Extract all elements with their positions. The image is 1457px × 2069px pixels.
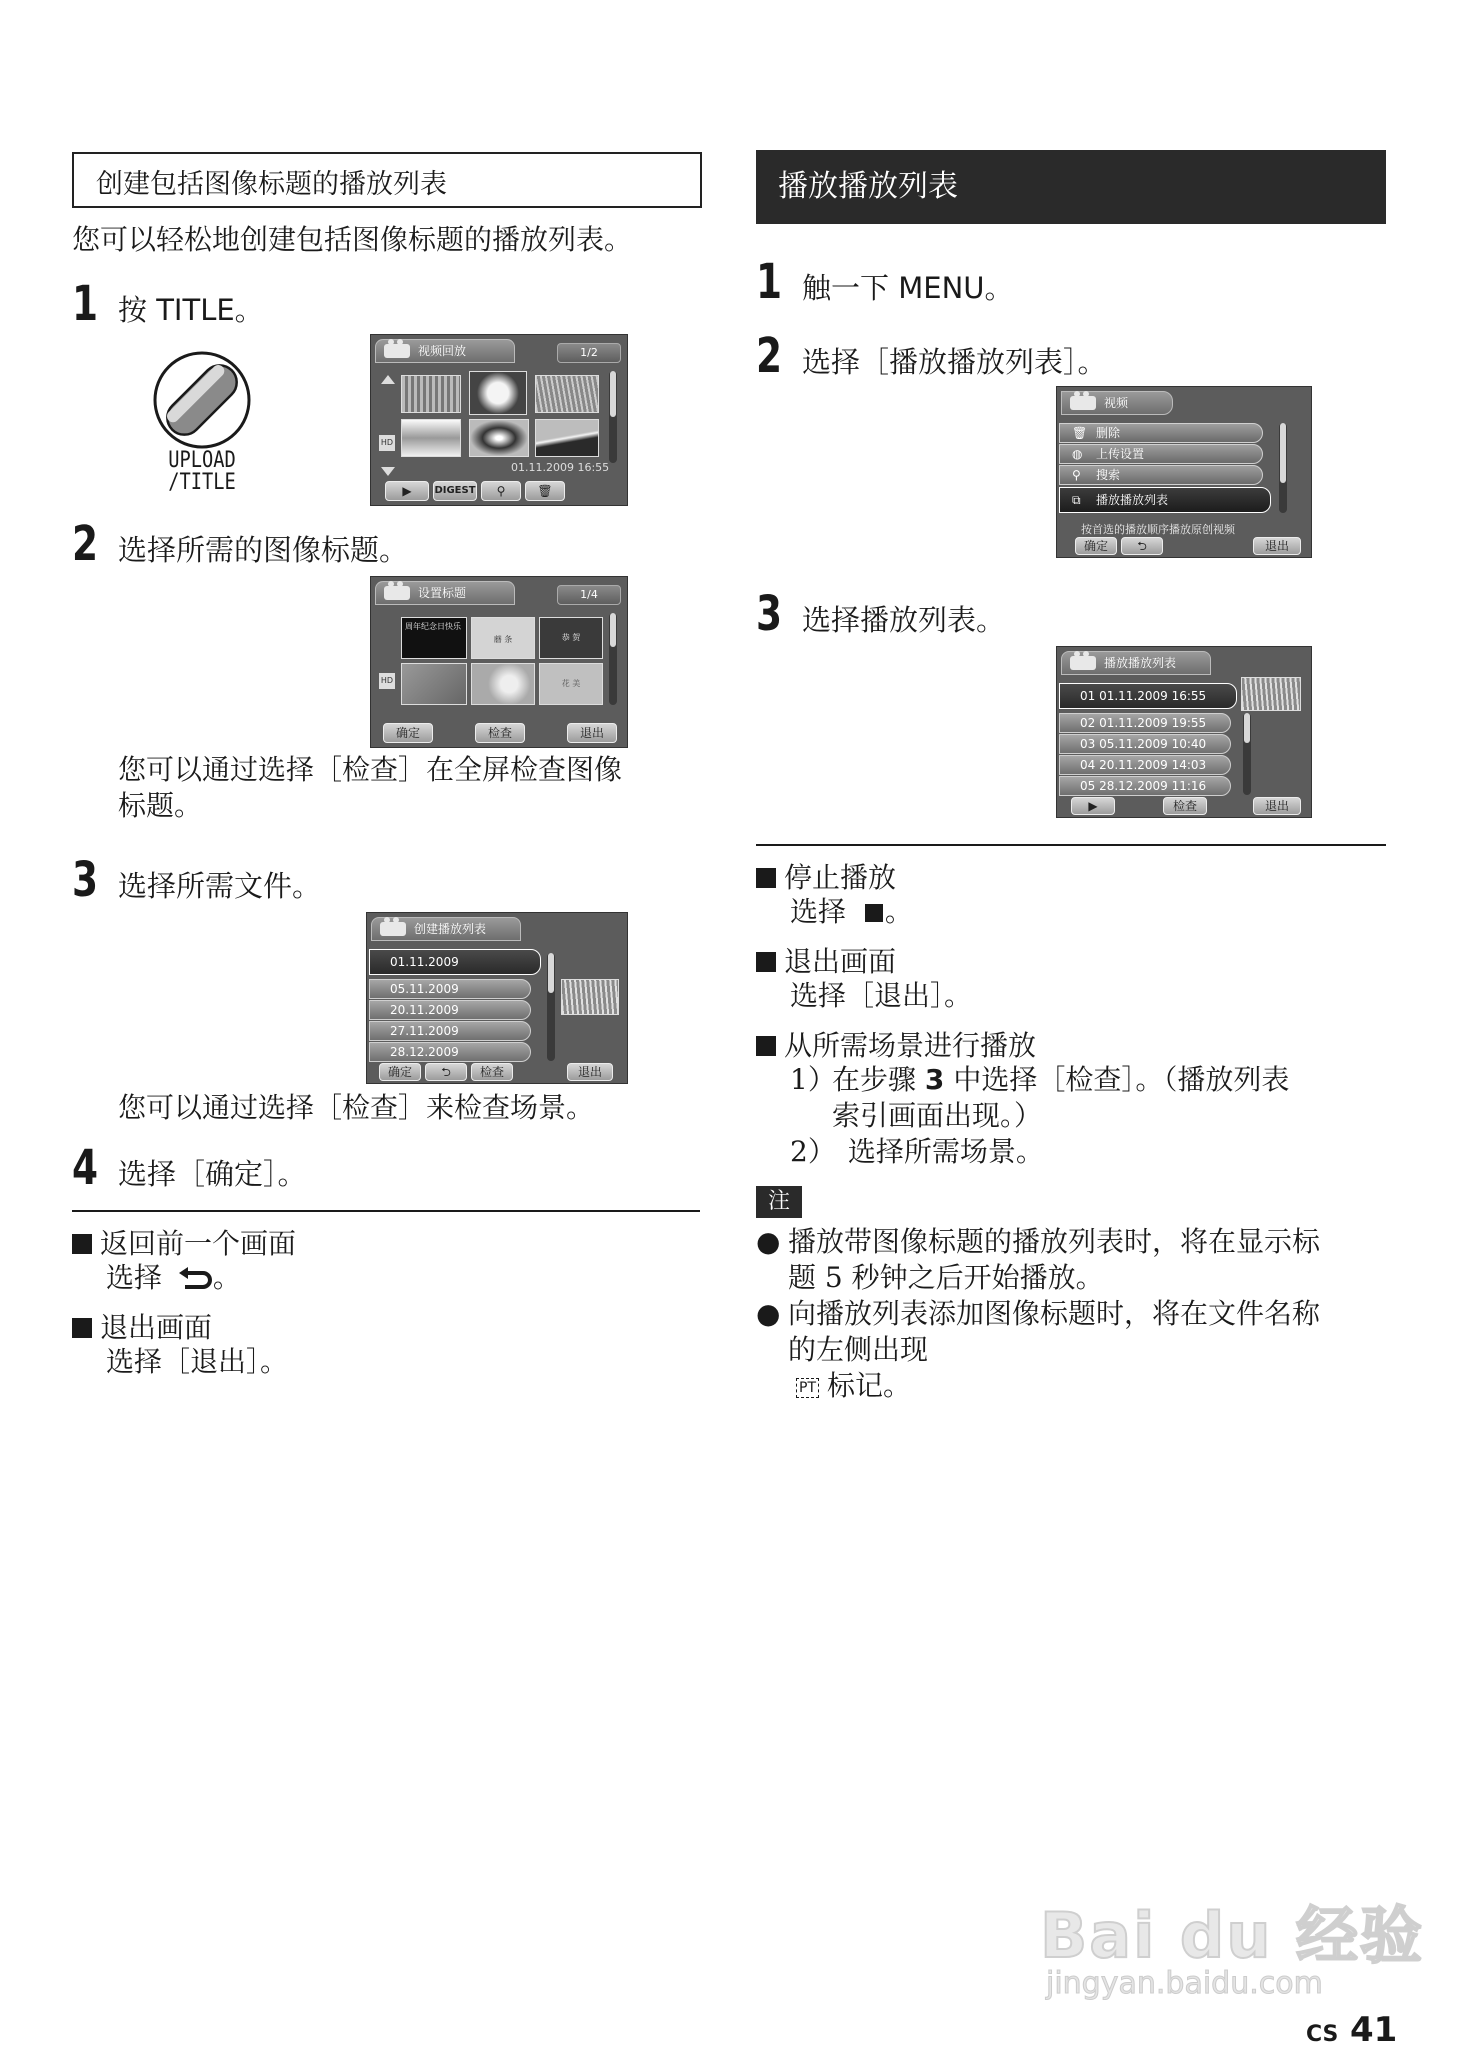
step-number: 2 [756,328,783,384]
ok-button[interactable]: 确定 [1075,537,1117,555]
upload-title-button-icon [150,348,254,452]
play-button[interactable]: ▶ [385,481,429,501]
step-text: 选择［确定］。 [118,1157,307,1191]
date-row[interactable]: 05.11.2009 [369,979,531,999]
step-text: 按 TITLE。 [118,293,264,327]
playlist-icon: ⧉ [1072,493,1081,507]
screen-tab: 设置标题 [375,581,515,605]
title-thumbnail[interactable]: 花 美 [539,663,603,705]
camera-screen-video-playback [370,334,628,506]
back-section-title: 返回前一个画面 [72,1230,296,1258]
menu-item-search[interactable]: ⚲ 搜索 [1059,465,1263,485]
date-row[interactable]: 28.12.2009 [369,1042,531,1062]
menu-item-upload-settings[interactable]: ◍ 上传设置 [1059,444,1263,464]
menu-item-play-playlist[interactable]: ⧉ 播放播放列表 [1059,487,1271,513]
check-button[interactable]: 检查 [475,723,525,743]
trash-icon: 🗑 [537,484,553,498]
left-intro: 您可以轻松地创建包括图像标题的播放列表。 [72,223,633,256]
camera-screen-create-playlist [366,912,628,1084]
check-button[interactable]: 检查 [1163,797,1207,815]
camera-icon [1070,396,1096,410]
left-section-title: 创建包括图像标题的播放列表 [72,152,702,208]
step-text: 触一下 MENU。 [802,271,1014,305]
back-arrow-icon [177,1265,213,1291]
sd-card-icon: HD [379,673,395,689]
title-thumbnail[interactable]: 周年纪念日快乐 [401,617,467,659]
back-button[interactable] [1121,537,1163,555]
camera-icon [380,922,406,936]
playlist-row[interactable]: 01 01.11.2009 16:55 [1059,683,1237,709]
step-number: 1 [72,276,99,332]
date-row[interactable]: 27.11.2009 [369,1021,531,1041]
page-indicator: 1/4 [557,585,621,605]
playlist-row[interactable]: 02 01.11.2009 19:55 [1059,713,1231,733]
right-exit-title: 退出画面 [756,948,896,976]
playlist-row[interactable]: 05 28.12.2009 11:16 [1059,776,1231,796]
language-code: CS [1306,2022,1339,2047]
title-thumbnail[interactable] [471,663,535,705]
video-thumbnail[interactable] [535,375,599,413]
watermark-url: jingyan.baidu.com [1046,1966,1323,2001]
exit-button[interactable]: 退出 [1253,797,1301,815]
scrollbar[interactable] [1243,713,1251,795]
delete-button[interactable] [525,481,565,501]
camera-icon [384,344,410,358]
page-footer [1306,2010,1397,2050]
step-text: 选择所需的图像标题。 [118,533,409,567]
globe-icon: ◍ [1072,447,1083,461]
step-text: 选择所需文件。 [118,869,322,903]
back-section-text: 选择 。 [106,1261,241,1294]
note-item-1: ● 播放带图像标题的播放列表时，将在显示标 题 5 秒钟之后开始播放。 [756,1225,1321,1294]
screen-tab: 创建播放列表 [371,917,521,941]
exit-button[interactable]: 退出 [567,723,617,743]
note-label: 注 [756,1186,802,1218]
camera-icon [1070,656,1096,670]
screen-tab: 视频 [1061,391,1173,415]
search-icon: ⚲ [1072,468,1081,482]
stop-icon [865,904,883,922]
scrollbar[interactable] [609,613,617,705]
check-button[interactable]: 检查 [471,1063,513,1081]
stop-text: 选择 。 [790,895,913,928]
divider [72,1210,700,1212]
step2-note: 您可以通过选择［检查］在全屏检查图像 标题。 [118,753,623,822]
step-text: 选择［播放播放列表］。 [802,345,1107,379]
left-exit-text: 选择［退出］。 [106,1345,289,1378]
date-row[interactable]: 20.11.2009 [369,1000,531,1020]
page-indicator: 1/2 [557,343,621,363]
scene-preview-thumbnail [561,979,619,1015]
page-number: 41 [1349,2010,1398,2050]
scene-play-title: 从所需场景进行播放 [756,1032,1036,1060]
camera-screen-set-title [370,576,628,748]
sd-card-icon: HD [379,435,395,451]
video-thumbnail[interactable] [469,419,529,457]
screen-tab: 视频回放 [375,339,515,363]
exit-button[interactable]: 退出 [567,1063,613,1081]
step-text: 选择播放列表。 [802,603,1006,637]
playlist-row[interactable]: 03 05.11.2009 10:40 [1059,734,1231,754]
menu-item-delete[interactable]: 🗑 删除 [1059,423,1263,443]
back-arrow-icon: ⮌ [1137,539,1147,553]
right-section-title: 播放播放列表 [756,150,1386,224]
pt-icon: PT [796,1378,819,1398]
menu-hint: 按首选的播放顺序播放原创视频 [1081,523,1235,536]
scene-step-2: 2） 选择所需场景。 [790,1135,1044,1168]
step-number: 2 [72,516,99,572]
upload-title-label: UPLOAD /TITLE [168,448,236,495]
search-icon: ⚲ [496,484,506,498]
video-thumbnail[interactable] [401,375,461,413]
camera-screen-menu [1056,386,1312,558]
search-button[interactable] [481,481,521,501]
screen-tab: 播放播放列表 [1061,651,1211,675]
video-thumbnail[interactable] [535,419,599,457]
back-arrow-icon: ⮌ [441,1065,451,1079]
divider [756,844,1386,846]
back-button[interactable] [425,1063,467,1081]
step-number: 1 [756,254,783,310]
note-item-2: ● 向播放列表添加图像标题时，将在文件名称 的左侧出现 PT 标记。 [756,1297,1321,1402]
scrollbar[interactable] [609,371,617,463]
step-number: 3 [756,586,783,642]
scroll-up-icon[interactable] [381,375,395,384]
stop-title: 停止播放 [756,864,896,892]
camera-screen-play-playlist [1056,646,1312,818]
exit-button[interactable]: 退出 [1253,537,1301,555]
scene-preview-thumbnail [1241,677,1301,711]
play-button[interactable]: ▶ [1071,797,1115,815]
digest-button[interactable]: DIGEST [433,481,477,501]
right-exit-text: 选择［退出］。 [790,979,973,1012]
watermark-brand: Bai du 经验 [1040,1899,1425,1972]
ok-button[interactable]: 确定 [383,723,433,743]
step-number: 4 [72,1140,99,1196]
scene-step-1: 1） 在步骤 3 中选择［检查］。（播放列表 索引画面出现。） [790,1063,1290,1132]
scrollbar[interactable] [547,953,555,1061]
playlist-row[interactable]: 04 20.11.2009 14:03 [1059,755,1231,775]
scrollbar[interactable] [1279,423,1287,513]
step3-note: 您可以通过选择［检查］来检查场景。 [118,1091,595,1124]
title-thumbnail[interactable]: 恭 贺 [539,617,603,659]
video-thumbnail[interactable] [469,371,527,415]
date-row[interactable]: 01.11.2009 [369,949,541,975]
trash-icon: 🗑 [1072,426,1088,440]
camera-icon [384,586,410,600]
step-number: 3 [72,852,99,908]
left-exit-title: 退出画面 [72,1314,212,1342]
video-thumbnail[interactable] [401,419,461,457]
title-thumbnail[interactable]: 蘑 条 [471,617,535,659]
title-thumbnail[interactable] [401,663,467,705]
ok-button[interactable]: 确定 [379,1063,421,1081]
video-timestamp: 01.11.2009 16:55 [511,461,610,474]
scroll-down-icon[interactable] [381,467,395,476]
